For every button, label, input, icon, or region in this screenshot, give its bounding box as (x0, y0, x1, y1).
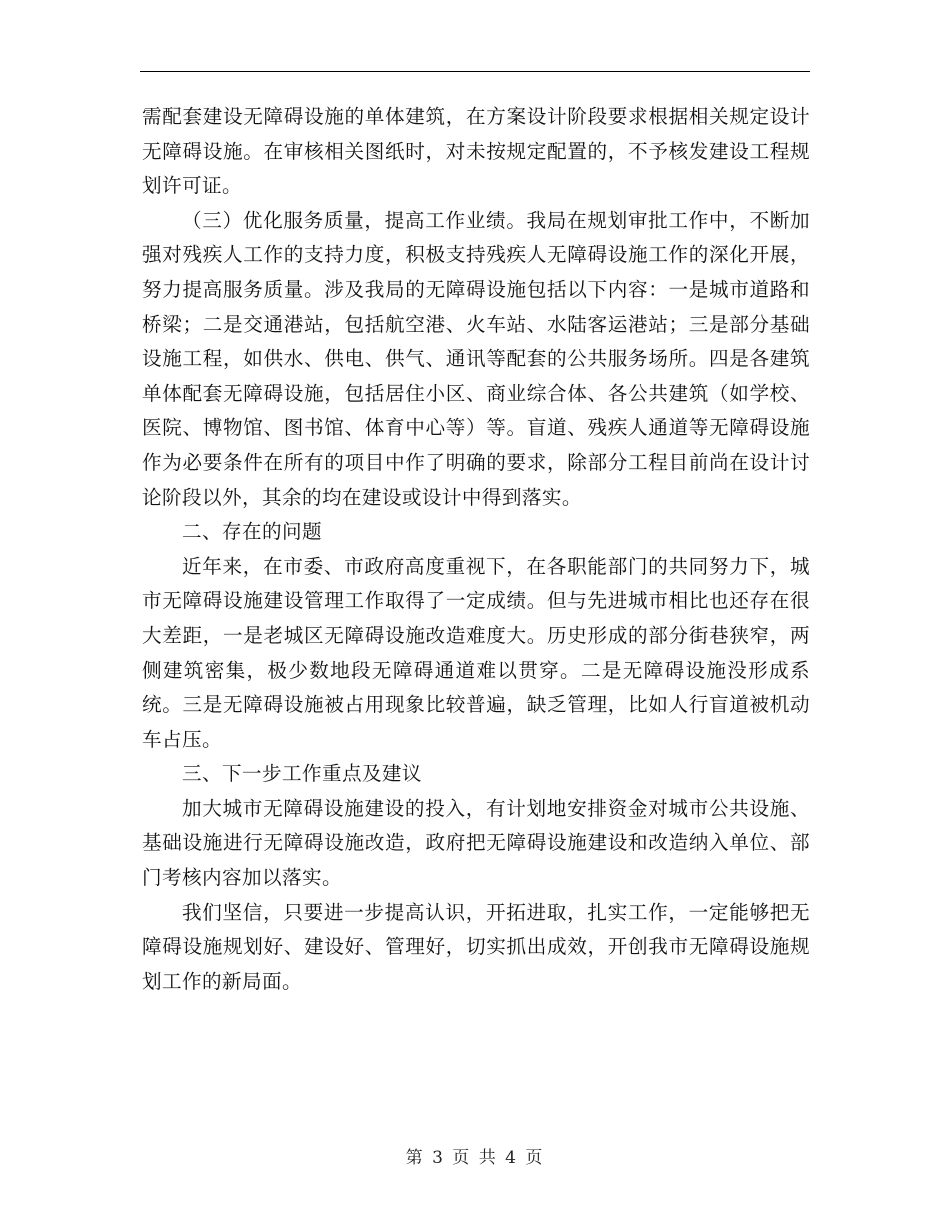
page-number-footer: 第 3 页 共 4 页 (405, 1148, 545, 1168)
paragraph-continuation: 需配套建设无障碍设施的单体建筑，在方案设计阶段要求根据相关规定设计无障碍设施。在审核相关图纸时，对未按规定配置的，不予核发建设工程规划许可证。 (142, 105, 810, 198)
paragraph-service-quality: （三）优化服务质量，提高工作业绩。我局在规划审批工作中，不断加强对残疾人工作的支持力度，积极支持残疾人无障碍设施工作的深化开展，努力提高服务质量。涉及我局的无障碍设施包括以下内容：一是城市道路和桥梁；二是交通港站，包括航空港、火车站、水陆客运港站；三是部分基础设施工程，如供水、供电、供气、通讯等配套的公共服务场所。四是各建筑单体配套无障碍设施，包括居住小区、商业综合体、各公共建筑（如学校、医院、博物馆、图书馆、体育中心等）等。盲道、残疾人通道等无障碍设施作为必要条件在所有的项目中作了明确的要求，除部分工程目前尚在设计讨论阶段以外，其余的均在建设或设计中得到落实。 (142, 208, 810, 509)
section-heading-next-steps: 三、下一步工作重点及建议 (182, 762, 422, 786)
header-rule (140, 71, 810, 72)
paragraph-investment: 加大城市无障碍设施建设的投入，有计划地安排资金对城市公共设施、基础设施进行无障碍设施改造，政府把无障碍设施建设和改造纳入单位、部门考核内容加以落实。 (142, 796, 810, 890)
paragraph-conclusion: 我们坚信，只要进一步提高认识，开拓进取，扎实工作，一定能够把无障碍设施规划好、建设好、管理好，切实抓出成效，开创我市无障碍设施规划工作的新局面。 (142, 900, 810, 993)
section-heading-problems: 二、存在的问题 (182, 520, 322, 544)
document-body (142, 100, 810, 999)
paragraph-problems: 近年来，在市委、市政府高度重视下，在各职能部门的共同努力下，城市无障碍设施建设管理工作取得了一定成绩。但与先进城市相比也还存在很大差距，一是老城区无障碍设施改造难度大。历史形成的部分街巷狭窄，两侧建筑密集，极少数地段无障碍通道难以贯穿。二是无障碍设施没形成系统。三是无障碍设施被占用现象比较普遍，缺乏管理，比如人行盲道被机动车占压。 (142, 554, 810, 751)
